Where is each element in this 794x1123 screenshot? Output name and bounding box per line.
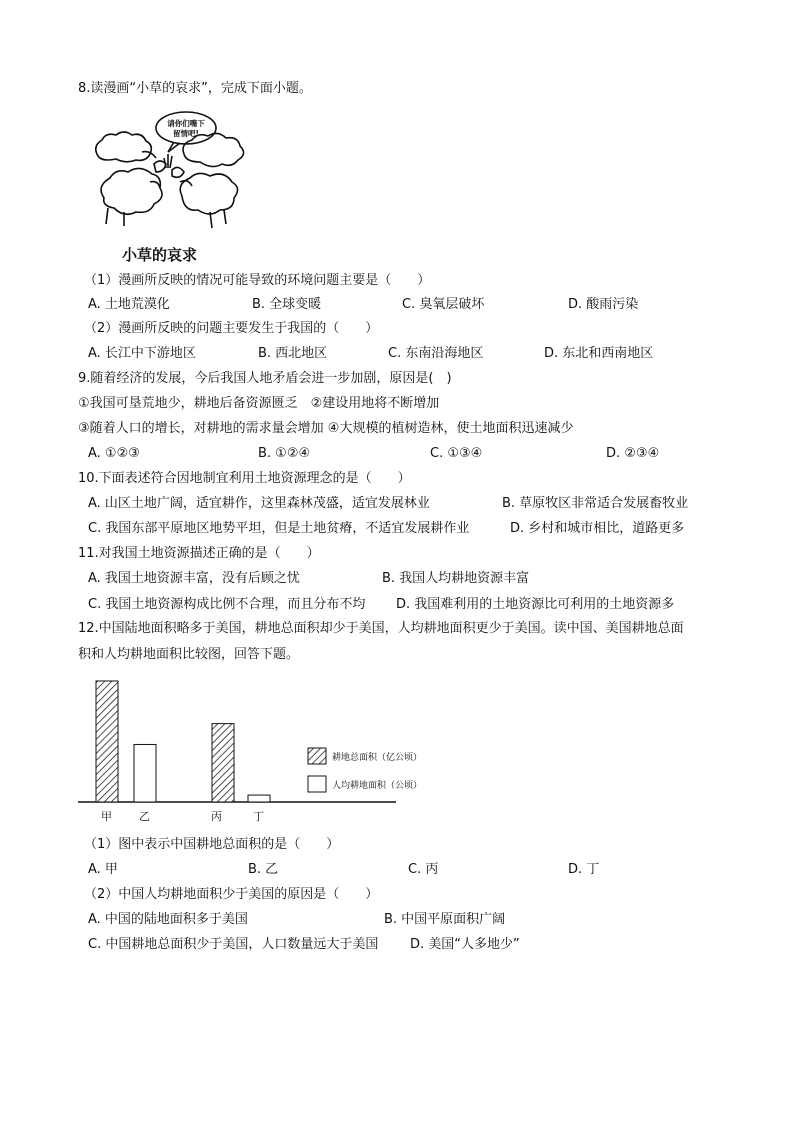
option-a[interactable]: A. ①②③ — [88, 446, 140, 461]
q11-stem: 11.对我国土地资源描述正确的是（ ） — [78, 546, 320, 561]
option-d[interactable]: D. 美国“人多地少” — [410, 937, 520, 952]
q8-sub1-stem: （1）漫画所反映的情况可能导致的环境问题主要是（ ） — [84, 273, 431, 288]
bar-3 — [212, 724, 234, 802]
speech-line-1: 请你们嘴下 — [167, 119, 205, 128]
q12-sub2-stem: （2）中国人均耕地面积少于美国的原因是（ ） — [84, 887, 379, 902]
option-c[interactable]: C. ①③④ — [430, 446, 483, 461]
option-d[interactable]: D. 酸雨污染 — [568, 297, 639, 312]
option-d[interactable]: D. 丁 — [568, 862, 600, 877]
option-b[interactable]: B. 草原牧区非常适合发展畜牧业 — [502, 496, 689, 511]
option-b[interactable]: B. 全球变暖 — [252, 297, 322, 312]
q12-sub1-stem: （1）图中表示中国耕地总面积的是（ ） — [84, 837, 340, 852]
option-b[interactable]: B. 中国平原面积广阔 — [384, 912, 506, 927]
bar-2 — [134, 744, 156, 802]
option-b[interactable]: B. 西北地区 — [258, 346, 328, 361]
option-c[interactable]: C. 中国耕地总面积少于美国，人口数量远大于美国 — [88, 937, 379, 952]
cartoon-caption: 小草的哀求 — [122, 246, 198, 264]
legend-swatch — [308, 748, 326, 764]
speech-line-2: 留情吧! — [173, 129, 199, 138]
q12-stem-line-1: 12.中国陆地面积略多于美国，耕地总面积却少于美国，人均耕地面积更少于美国。读中国、美国耕地总面 — [78, 621, 684, 636]
option-a[interactable]: A. 我国土地资源丰富，没有后顾之忧 — [88, 571, 300, 586]
option-d[interactable]: D. ②③④ — [606, 446, 660, 461]
option-a[interactable]: A. 中国的陆地面积多于美国 — [88, 912, 248, 927]
option-c[interactable]: C. 我国东部平原地区地势平坦，但是土地贫瘠，不适宜发展耕作业 — [88, 521, 470, 536]
farmland-comparison-chart — [78, 672, 423, 832]
q12-stem-line-2: 积和人均耕地面积比较图，回答下题。 — [78, 647, 300, 662]
option-d[interactable]: D. 我国难利用的土地资源比可利用的土地资源多 — [396, 597, 675, 612]
category-label: 丁 — [253, 810, 264, 823]
option-a[interactable]: A. 土地荒漠化 — [88, 297, 170, 312]
option-a[interactable]: A. 山区土地广阔，适宜耕作，这里森林茂盛，适宜发展林业 — [88, 496, 430, 511]
option-b[interactable]: B. ①②④ — [258, 446, 311, 461]
legend-swatch — [308, 776, 326, 792]
option-c[interactable]: C. 我国土地资源构成比例不合理，而且分布不均 — [88, 597, 366, 612]
option-a[interactable]: A. 甲 — [88, 862, 118, 877]
q10-stem: 10.下面表述符合因地制宜利用土地资源理念的是（ ） — [78, 471, 411, 486]
option-c[interactable]: C. 东南沿海地区 — [388, 346, 484, 361]
category-label: 丙 — [211, 810, 222, 823]
cartoon-image — [84, 108, 256, 230]
category-label: 乙 — [139, 810, 150, 823]
option-d[interactable]: D. 乡村和城市相比，道路更多 — [510, 521, 685, 536]
option-a[interactable]: A. 长江中下游地区 — [88, 346, 196, 361]
legend-label: 耕地总面积（亿公顷） — [332, 753, 423, 763]
bar-1 — [96, 681, 118, 802]
q9-statement-line-2: ③随着人口的增长，对耕地的需求量会增加 ④大规模的植树造林，使土地面积迅速减少 — [78, 421, 574, 436]
option-b[interactable]: B. 我国人均耕地资源丰富 — [382, 571, 530, 586]
q8-stem: 8.读漫画“小草的哀求”，完成下面小题。 — [78, 81, 312, 96]
q9-statement-line-1: ①我国可垦荒地少，耕地后备资源匮乏 ②建设用地将不断增加 — [78, 396, 440, 411]
q9-stem: 9.随着经济的发展，今后我国人地矛盾会进一步加剧，原因是( ) — [78, 371, 452, 386]
category-label: 甲 — [101, 810, 112, 823]
bar-4 — [248, 795, 270, 802]
option-c[interactable]: C. 丙 — [408, 862, 439, 877]
option-c[interactable]: C. 臭氧层破坏 — [402, 297, 485, 312]
legend-label: 人均耕地面积（公顷） — [332, 781, 423, 791]
option-b[interactable]: B. 乙 — [248, 862, 279, 877]
q8-sub2-stem: （2）漫画所反映的问题主要发生于我国的（ ） — [84, 321, 379, 336]
option-d[interactable]: D. 东北和西南地区 — [544, 346, 654, 361]
